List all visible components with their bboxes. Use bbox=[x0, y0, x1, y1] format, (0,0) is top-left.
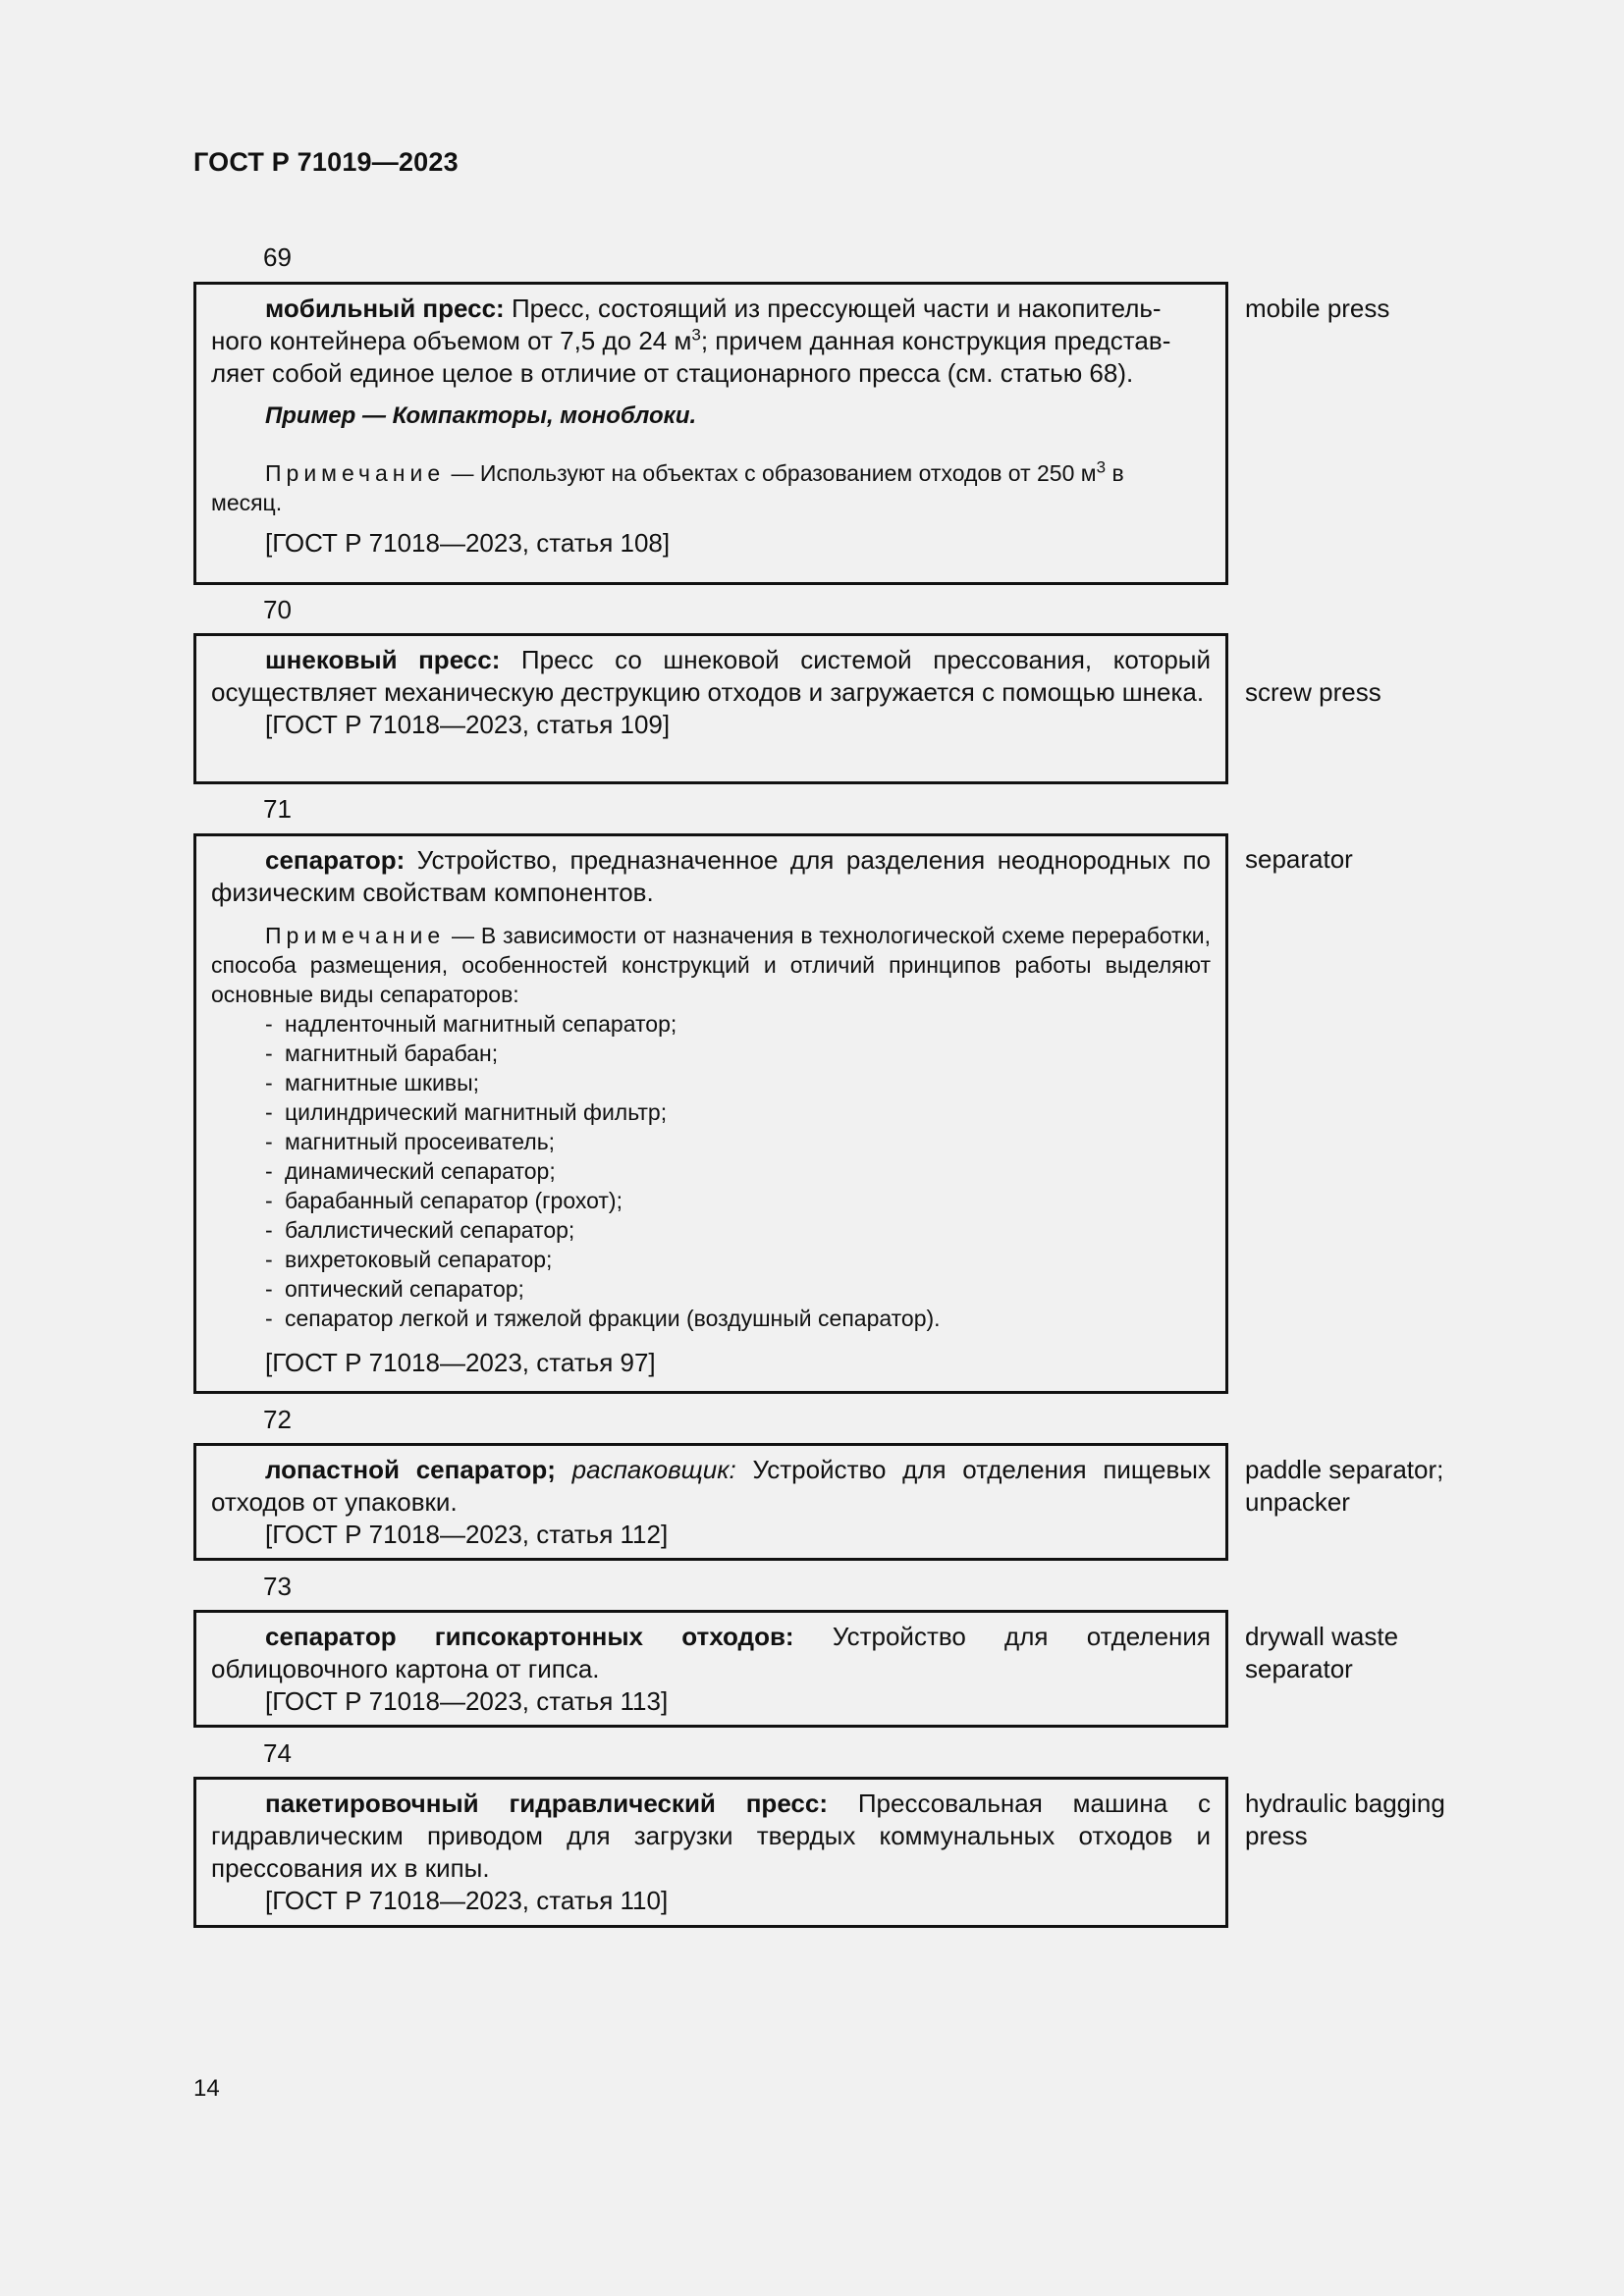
definition: сепаратор: Устройство, предназначенное для разделения неоднородных по физическим свойствам компонентов. bbox=[211, 845, 1211, 907]
list-item: - динамический сепаратор; bbox=[265, 1158, 556, 1184]
english-term: separator bbox=[1245, 844, 1353, 874]
entry-number: 71 bbox=[263, 794, 292, 824]
term-entry bbox=[193, 833, 1228, 1394]
term: сепаратор: bbox=[265, 845, 406, 875]
list-item: - магнитный барабан; bbox=[265, 1041, 499, 1066]
term: мобильный пресс: bbox=[265, 294, 505, 323]
english-term: mobile press bbox=[1245, 294, 1390, 323]
separator-types-list bbox=[211, 1009, 1211, 1333]
note: Примечание — Используют на объектах с образованием отходов от 250 $м^3$ в месяц. bbox=[211, 457, 1124, 515]
term-entry bbox=[193, 1443, 1228, 1561]
entry-number: 69 bbox=[263, 242, 292, 272]
list-item: - вихретоковый сепаратор; bbox=[265, 1247, 553, 1272]
term: лопастной сепаратор; bbox=[265, 1455, 556, 1484]
source-reference: [ГОСТ Р 71018—2023, статья 108] bbox=[265, 528, 671, 558]
english-term: drywall waste separator bbox=[1245, 1622, 1399, 1683]
english-term: hydraulic bagging press bbox=[1245, 1789, 1445, 1850]
list-item: - магнитные шкивы; bbox=[265, 1070, 479, 1095]
entry-number: 73 bbox=[263, 1572, 292, 1601]
term-entry bbox=[193, 282, 1228, 585]
definition: шнековый пресс: Пресс со шнековой системой прессования, который осуществляет механическую деструкцию отходов и загружается с помощью шнека. bbox=[211, 645, 1212, 707]
english-term: screw press bbox=[1245, 677, 1381, 707]
list-item: - барабанный сепаратор (грохот); bbox=[265, 1188, 623, 1213]
source-reference: [ГОСТ Р 71018—2023, статья 113] bbox=[265, 1686, 669, 1716]
source-reference: [ГОСТ Р 71018—2023, статья 112] bbox=[265, 1520, 669, 1549]
entry-number: 70 bbox=[263, 595, 292, 624]
list-item: - оптический сепаратор; bbox=[265, 1276, 524, 1302]
entry-number: 74 bbox=[263, 1738, 292, 1768]
definition: мобильный пресс: Пресс, состоящий из прессующей части и накопитель- ного контейнера объемом от 7,5 до 24 $м^3$; причем данная конструкция представ- ляет собой единое целое в отличие от стационарного пресса (см. статью 68). bbox=[211, 294, 1171, 388]
list-item: - баллистический сепаратор; bbox=[265, 1217, 575, 1243]
synonym: распаковщик: bbox=[555, 1455, 736, 1484]
definition: лопастной сепаратор; распаковщик: Устройство для отделения пищевых отходов от упаковки. bbox=[211, 1455, 1211, 1517]
list-item: - сепаратор легкой и тяжелой фракции (воздушный сепаратор). bbox=[265, 1306, 941, 1331]
term-entry bbox=[193, 1610, 1228, 1728]
example: Пример — Компакторы, моноблоки. bbox=[265, 402, 697, 429]
list-item: - надленточный магнитный сепаратор; bbox=[265, 1011, 677, 1037]
list-item: - цилиндрический магнитный фильтр; bbox=[265, 1099, 668, 1125]
term: сепаратор гипсокартонных отходов: bbox=[265, 1622, 794, 1651]
source-reference: [ГОСТ Р 71018—2023, статья 109] bbox=[265, 710, 671, 739]
list-item: - магнитный просеиватель; bbox=[265, 1129, 556, 1154]
source-reference: [ГОСТ Р 71018—2023, статья 97] bbox=[265, 1348, 656, 1377]
term: шнековый пресс: bbox=[265, 645, 501, 674]
definition: пакетировочный гидравлический пресс: Прессовальная машина с гидравлическим приводом для загрузки твердых коммунальных отходов и прессования их в кипы. bbox=[211, 1789, 1211, 1883]
term-entry bbox=[193, 1777, 1228, 1928]
definition: сепаратор гипсокартонных отходов: Устройство для отделения облицовочного картона от гипса. bbox=[211, 1622, 1211, 1683]
page-number: 14 bbox=[193, 2075, 220, 2102]
english-term: paddle separator; unpacker bbox=[1245, 1455, 1444, 1517]
source-reference: [ГОСТ Р 71018—2023, статья 110] bbox=[265, 1886, 669, 1915]
term: пакетировочный гидравлический пресс: bbox=[265, 1789, 829, 1818]
entry-number: 72 bbox=[263, 1405, 292, 1434]
note: Примечание — В зависимости от назначения в технологической схеме переработки, способа размещения, особенностей конструкций и отличий принципов работы выделяют основные виды сепараторов: bbox=[211, 923, 1211, 1007]
document-header: ГОСТ Р 71019—2023 bbox=[193, 147, 459, 177]
term-entry bbox=[193, 633, 1228, 784]
